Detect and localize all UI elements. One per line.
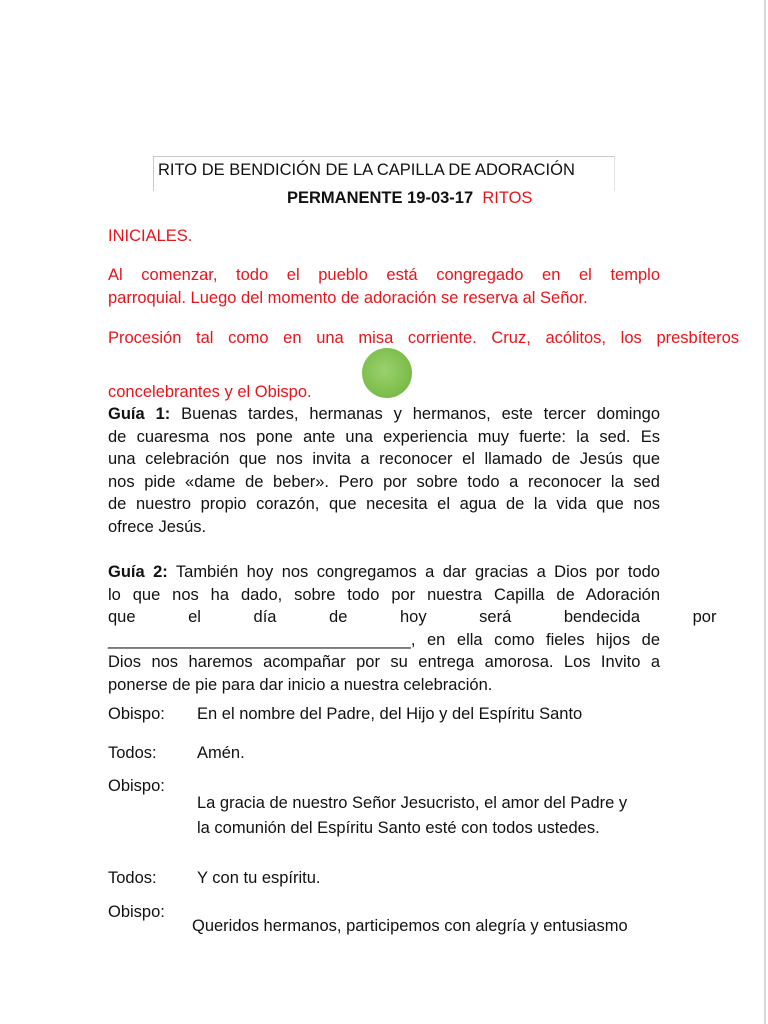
green-circle-marker [362, 348, 412, 398]
utterance-obispo-2-line-1: La gracia de nuestro Señor Jesucristo, el amor del Padre y [197, 794, 628, 812]
speaker-obispo-1: Obispo: [108, 705, 165, 723]
speaker-todos-1: Todos: [108, 744, 157, 762]
title-date: PERMANENTE 19-03-17 [287, 189, 474, 207]
guia2-paragraph: Guía 2: También hoy nos congregamos a dar gracias a Dios por todo lo que nos ha dado, sobre todo por nuestra Capilla de Adoración que el día de hoy será bendecida por _________________________________, en ella como fieles hijos de Dios nos haremos acompañar por su entrega amorosa. Los Invito a ponerse de pie para dar inicio a nuestra celebración. [108, 563, 717, 694]
title-line-2 [287, 186, 532, 210]
utterance-obispo-3: Queridos hermanos, participemos con alegría y entusiasmo [192, 917, 628, 935]
intro-paragraph-2-line-1: Procesión tal como en una misa corriente. Cruz, acólitos, los presbíteros [108, 329, 739, 347]
guia2-label: Guía 2: [108, 563, 168, 581]
speaker-todos-2: Todos: [108, 869, 157, 887]
guia1-label: Guía 1: [108, 405, 171, 423]
utterance-todos-2: Y con tu espíritu. [197, 869, 321, 887]
utterance-obispo-2-line-2: la comunión del Espíritu Santo esté con todos ustedes. [197, 819, 600, 837]
speaker-obispo-3: Obispo: [108, 903, 165, 921]
speaker-obispo-2: Obispo: [108, 777, 165, 795]
utterance-obispo-1: En el nombre del Padre, del Hijo y del Espíritu Santo [197, 705, 583, 723]
title-ritos: RITOS [482, 189, 533, 207]
guia1-paragraph: Guía 1: Buenas tardes, hermanas y hermanos, este tercer domingo de cuaresma nos pone ante una experiencia muy fuerte: la sed. Es una celebración que nos invita a reconocer el llamado de Jesús que nos pide «dame de beber». Pero por sobre todo a reconocer la sed de nuestro propio corazón, que necesita el agua de la vida que nos ofrece Jesús. [108, 405, 661, 536]
utterance-todos-1: Amén. [197, 744, 245, 762]
intro-paragraph-2-line-2: concelebrantes y el Obispo. [108, 383, 312, 401]
intro-paragraph-1: Al comenzar, todo el pueblo está congregado en el templo parroquial. Luego del momento de adoración se reserva al Señor. [108, 266, 660, 307]
subtitle-iniciales: INICIALES. [108, 227, 193, 245]
title-line-1: RITO DE BENDICIÓN DE LA CAPILLA DE ADORACIÓN [158, 161, 575, 179]
